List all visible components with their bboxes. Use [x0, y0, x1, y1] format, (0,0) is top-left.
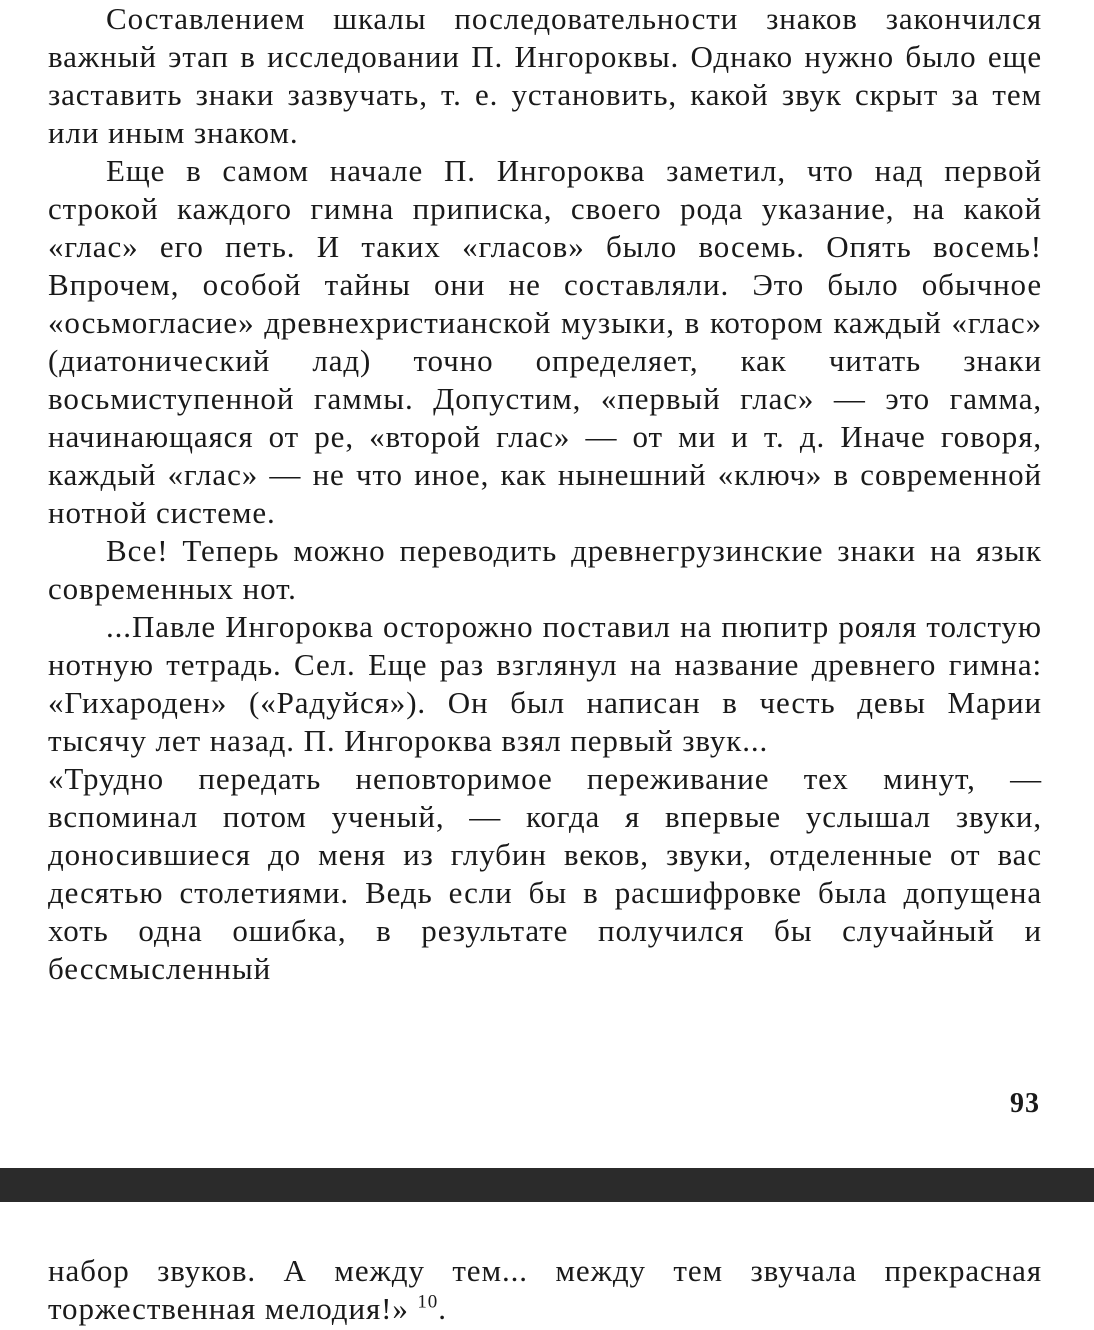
paragraph-2: Еще в самом начале П. Ингороква заметил, что над первой строкой каждого гимна приписка, своего рода указание, на какой «глас» его петь. И таких «гласов» было восемь. Опять восемь! Впрочем, особой тайны они не составляли. Это было обычное «осьмогласие» древнехристианской музыки, в котором каждый «глас» (диатонический лад) точно определяет, как читать знаки восьмиступенной гаммы. Допустим, «первый глас» — это гамма, начинающаяся от ре, «второй глас» — от ми и т. д. Иначе говоря, каждый «глас» — не что иное, как нынешний «ключ» в современной нотной системе. [48, 153, 1042, 530]
paragraph-5: «Трудно передать неповторимое переживание тех минут, — вспоминал потом ученый, — когда я впервые услышал звуки, доносившиеся до меня из глубин веков, звуки, отделенные от вас десятью столетиями. Ведь если бы в расшифровке была допущена хоть одна ошибка, в результате получился бы случайный и бессмысленный [48, 761, 1042, 986]
continuation-text [48, 1252, 1042, 1328]
paragraph-1: Составлением шкалы последовательности знаков закончился важный этап в исследовании П. Ингороквы. Однако нужно было еще заставить знаки зазвучать, т. е. установить, какой звук скрыт за тем или иным знаком. [48, 1, 1042, 150]
main-text [48, 0, 1042, 988]
page-number: 93 [1010, 1088, 1040, 1119]
page-divider [0, 1168, 1094, 1202]
paragraph-continuation [48, 1252, 1042, 1328]
paragraph-3: Все! Теперь можно переводить древнегрузинские знаки на язык современных нот. [48, 533, 1042, 606]
continuation-sentence: набор звуков. А между тем... между тем звучала прекрасная торжественная мелодия!» [48, 1253, 1042, 1326]
page-94 [0, 1202, 1094, 1330]
paragraph-4: ...Павле Ингороква осторожно поставил на пюпитр рояля толстую нотную тетрадь. Сел. Еще раз взглянул на название древнего гимна: «Гихароден» («Радуйся»). Он был написан в честь девы Марии тысячу лет назад. П. Ингороква взял первый звук... [48, 609, 1042, 758]
footnote-reference[interactable]: 10 [417, 1291, 439, 1313]
continuation-period: . [438, 1291, 447, 1326]
